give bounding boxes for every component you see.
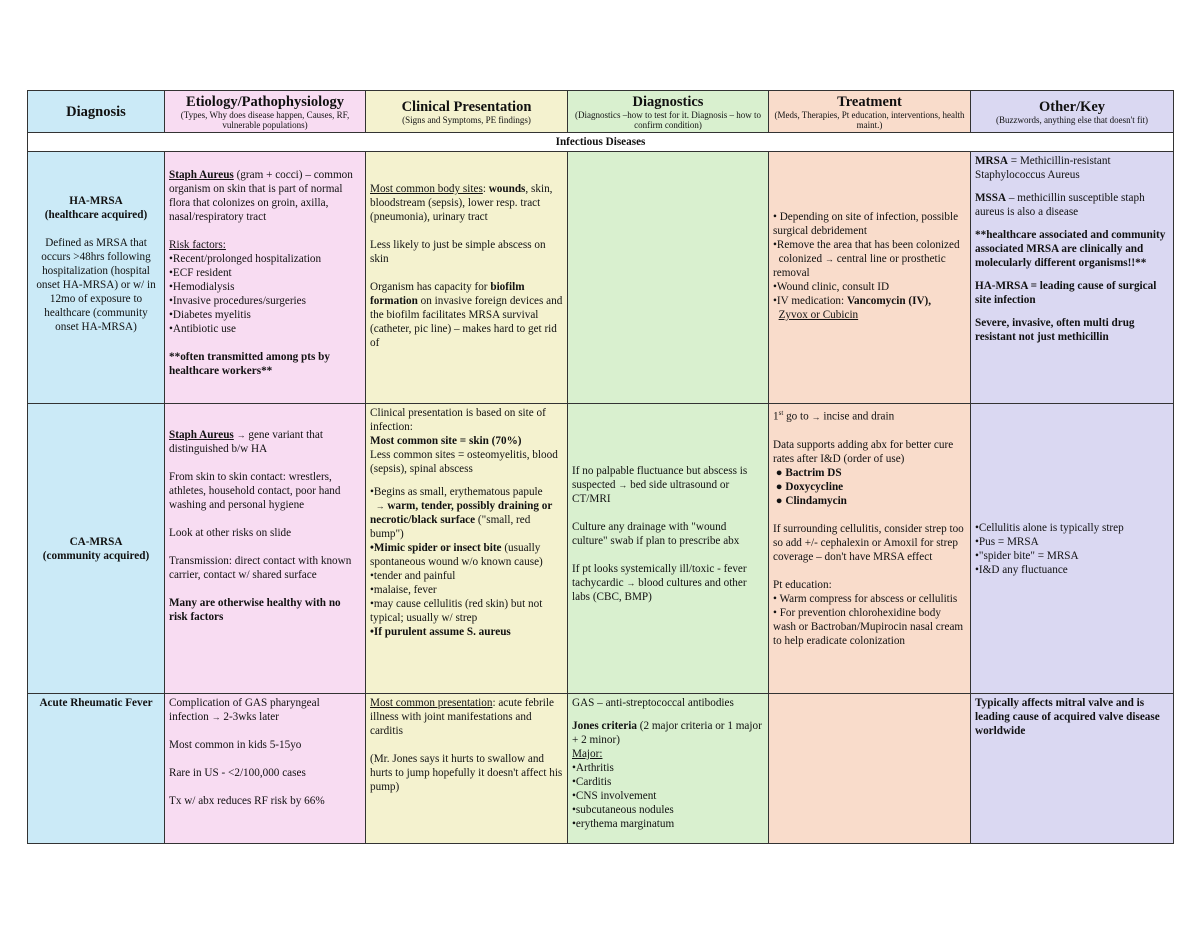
etiology-text: Most common in kids 5-15yo [169, 739, 302, 751]
key-text: Typically affects mitral valve and is leading cause of acquired valve disease worldwide [975, 697, 1160, 737]
drug-item: Bactrim DS [785, 466, 842, 479]
diagnostics-text: If no palpable fluctuance but abscess is suspected [572, 465, 748, 491]
treatment-text: 1 [773, 410, 779, 423]
treatment-item: •Wound clinic, consult ID [773, 281, 890, 293]
list-item: •Diabetes myelitis [169, 309, 251, 321]
diagnostics-text: If pt looks systemically ill/toxic - fever tachycardic [572, 563, 747, 589]
treatment-item-continued: central line or prosthetic removal [773, 253, 946, 279]
risk-factors-label: Risk factors: [169, 239, 226, 251]
treatment-text: • Warm compress for abscess or cellulitis [773, 592, 958, 605]
table-row [28, 694, 1174, 844]
organism-description: (gram + cocci) – common organism on skin that is part of normal flora that colonizes on groin, axilla, nasal/respiratory tract [169, 169, 353, 223]
diagnosis-title: HA-MRSA [69, 195, 123, 207]
list-item: •Cellulitis alone is typically strep [975, 521, 1124, 534]
emphasis-text: MRSA [975, 155, 1008, 167]
list-item: •malaise, fever [370, 584, 437, 596]
list-item: •Arthritis [572, 762, 614, 774]
drug-item: Doxycycline [785, 480, 844, 493]
treatment-text: If surrounding cellulitis, consider strep too so add +/- cephalexin or Amoxil for strep coverage – don't have MRSA effect [773, 522, 964, 563]
other-key-cell [971, 404, 1174, 694]
treatment-text: Pt education: [773, 578, 832, 591]
treatment-text: • For prevention chlorohexidine body wash or Bactroban/Mupirocin nasal cream to help eradicate colonization [773, 606, 964, 647]
disease-table [27, 90, 1174, 844]
etiology-cell [165, 694, 366, 844]
etiology-text: Transmission: direct contact with known carrier, contact w/ shared surface [169, 555, 352, 581]
key-text: – methicillin susceptible staph aureus is also a disease [975, 192, 1145, 218]
header-diagnostics: Diagnostics (Diagnostics –how to test for it. Diagnosis – how to confirm condition) [568, 91, 769, 133]
diagnosis-subtitle: (healthcare acquired) [44, 209, 148, 221]
arrow-icon: → [211, 712, 221, 722]
section-title: Infectious Diseases [28, 133, 1174, 152]
diagnostics-cell [568, 694, 769, 844]
emphasis-text: warm, tender, possibly draining or necrotic/black surface [370, 500, 553, 526]
clinical-presentation-cell [366, 694, 568, 844]
drug-item: Clindamycin [785, 494, 847, 507]
organism-name: Staph Aureus [169, 169, 234, 181]
diagnostics-cell [568, 404, 769, 694]
underlined-text: Zyvox or Cubicin [778, 309, 859, 321]
arrow-icon: → [824, 254, 834, 264]
treatment-cell: • Depending on site of infection, possible surgical debridement •Remove the area that has been colonized colonized → central line or prosthetic removal •Wound clinic, consult ID •IV medication: Vancomycin (IV), Zyvox or Cubicin [769, 152, 971, 404]
emphasis-text: biofilm formation [370, 281, 525, 307]
treatment-text: incise and drain [823, 410, 895, 423]
body-sites-label: Most common body sites [370, 183, 483, 195]
list-item: •tender and painful [370, 570, 456, 582]
etiology-text: Tx w/ abx reduces RF risk by 66% [169, 795, 325, 807]
arrow-icon: → [626, 578, 636, 588]
etiology-cell [165, 152, 366, 404]
etiology-text: From skin to skin contact: wrestlers, athletes, household contact, poor hand washing and personal hygiene [169, 471, 341, 511]
presentation-text: Less common sites = osteomyelitis, blood (sepsis), spinal abscess [370, 449, 558, 475]
emphasis-text: wounds [488, 183, 526, 195]
list-item: •Carditis [572, 776, 612, 788]
presentation-text: : acute febrile illness with joint manifestations and carditis [370, 697, 554, 737]
emphasis-text: •Mimic spider or insect bite [370, 542, 502, 554]
diagnostics-text: bed side ultrasound or CT/MRI [572, 479, 730, 505]
arrow-icon: → [618, 480, 628, 490]
list-item: •Recent/prolonged hospitalization [169, 253, 322, 265]
presentation-text: •Begins as small, erythematous papule [370, 486, 543, 498]
key-text: = Methicillin-resistant Staphylococcus Aureus [975, 155, 1111, 181]
presentation-text: Most common site = skin (70%) [370, 435, 522, 447]
emphasis-text: MSSA [975, 192, 1007, 204]
emphasis-text: Jones criteria [572, 720, 637, 732]
organism-description: gene variant that distinguished b/w HA [169, 429, 323, 455]
diagnostics-text: Culture any drainage with "wound culture" swab if plan to prescribe abx [572, 521, 740, 547]
header-other-key: Other/Key (Buzzwords, anything else that doesn't fit) [971, 91, 1174, 133]
emphasis-text: Vancomycin (IV), [846, 295, 932, 307]
treatment-text: go to [783, 410, 809, 423]
biofilm-text-rest: on invasive foreign devices and the biofilm facilitates MRSA survival (catheter, pic line) – makes hard to get rid of [370, 295, 563, 349]
diagnosis-title: CA-MRSA [69, 535, 123, 548]
etiology-cell [165, 404, 366, 694]
etiology-text: Rare in US - <2/100,000 cases [169, 767, 306, 779]
header-clinical-presentation: Clinical Presentation (Signs and Symptoms, PE findings) [366, 91, 568, 133]
list-item: •Pus = MRSA [975, 535, 1039, 548]
diagnostics-text: blood cultures and other labs (CBC, BMP) [572, 577, 747, 603]
presentation-text: (usually spontaneous wound w/o known cause) [370, 542, 543, 568]
diagnosis-definition: Defined as MRSA that occurs >48hrs following hospitalization (hospital onset HA-MRSA) or w/ in 12mo of exposure to healthcare (community onset HA-MRSA) [36, 237, 156, 333]
presentation-label: Most common presentation [370, 697, 493, 709]
organism-name: Staph Aureus [169, 429, 234, 441]
header-diagnosis: Diagnosis [28, 91, 165, 133]
major-criteria-label: Major: [572, 748, 603, 760]
treatment-text: Data supports adding abx for better cure rates after I&D (order of use) [773, 438, 954, 465]
diagnostics-text: GAS – anti-streptococcal antibodies [572, 697, 734, 709]
arrow-icon: → [375, 501, 385, 511]
list-item: •CNS involvement [572, 790, 657, 802]
other-key-cell [971, 694, 1174, 844]
transmission-note: **often transmitted among pts by healthcare workers** [169, 351, 330, 377]
diagnosis-cell [28, 694, 165, 844]
arrow-icon: → [811, 411, 821, 422]
key-text: **healthcare associated and community associated MRSA are clinically and molecularly different organisms!!** [975, 229, 1166, 269]
diagnostics-text: (2 major criteria or 1 major + 2 minor) [572, 720, 762, 746]
etiology-text: Complication of GAS pharyngeal infection [169, 697, 320, 723]
list-item: •may cause cellulitis (red skin) but not typical; usually w/ strep [370, 598, 543, 624]
etiology-text: Many are otherwise healthy with no risk factors [169, 597, 341, 623]
clinical-presentation-cell [366, 404, 568, 694]
list-item: •If purulent assume S. aureus [370, 626, 511, 638]
list-item: •"spider bite" = MRSA [975, 549, 1079, 562]
diagnosis-title: Acute Rheumatic Fever [39, 697, 153, 709]
clinical-presentation-cell [366, 152, 568, 404]
table-row [28, 152, 1174, 404]
treatment-item: •IV medication: [773, 295, 847, 307]
list-item: •Invasive procedures/surgeries [169, 295, 306, 307]
list-item: •Hemodialysis [169, 281, 235, 293]
etiology-text: 2-3wks later [223, 711, 279, 723]
list-item: •subcutaneous nodules [572, 804, 674, 816]
key-text: Severe, invasive, often multi drug resistant not just methicillin [975, 317, 1135, 343]
superscript: st [778, 409, 784, 417]
list-item: •I&D any fluctuance [975, 563, 1068, 576]
treatment-item: •Remove the area that has been colonized [773, 239, 960, 251]
table-row [28, 404, 1174, 694]
diagnosis-subtitle: (community acquired) [42, 549, 150, 562]
diagnosis-cell [28, 404, 165, 694]
list-item: •ECF resident [169, 267, 232, 279]
etiology-text: Look at other risks on slide [169, 527, 292, 539]
treatment-cell [769, 694, 971, 844]
section-row [28, 133, 1174, 152]
list-item: •erythema marginatum [572, 818, 675, 830]
key-text: HA-MRSA = leading cause of surgical site infection [975, 280, 1157, 306]
body-sites-text: , skin, bloodstream (sepsis), lower resp. tract (pneumonia), urinary tract [370, 183, 553, 223]
other-key-cell [971, 152, 1174, 404]
treatment-cell: 1st go to → incise and drain Data supports adding abx for better cure rates after I&D (order of use) ● Bactrim DS ● Doxycycline ● Clindamycin If surrounding cellulitis, consider strep too so add +/- cephalexin or Amoxil for strep coverage – don't have MRSA effect Pt education: • Warm compress for abscess or cellulitis • For prevention chlorohexidine body wash or Bactroban/Mupirocin nasal cream to help eradicate colonization [769, 404, 971, 694]
header-etiology: Etiology/Pathophysiology (Types, Why does disease happen, Causes, RF, vulnerable populations) [165, 91, 366, 133]
presentation-text: Clinical presentation is based on site of infection: [370, 407, 546, 433]
header-row [28, 91, 1174, 133]
biofilm-text: Organism has capacity for [370, 281, 491, 293]
list-item: •Antibiotic use [169, 323, 236, 335]
separator: : [482, 183, 489, 195]
presentation-text: (Mr. Jones says it hurts to swallow and hurts to jump hopefully it doesn't affect his pump) [370, 753, 563, 793]
arrow-icon: → [236, 430, 246, 440]
presentation-text: ("small, red bump") [370, 514, 531, 540]
treatment-item: • Depending on site of infection, possible surgical debridement [773, 211, 959, 237]
diagnosis-cell [28, 152, 165, 404]
diagnostics-cell [568, 152, 769, 404]
header-treatment: Treatment (Meds, Therapies, Pt education, interventions, health maint.) [769, 91, 971, 133]
presentation-note: Less likely to just be simple abscess on skin [370, 239, 546, 265]
